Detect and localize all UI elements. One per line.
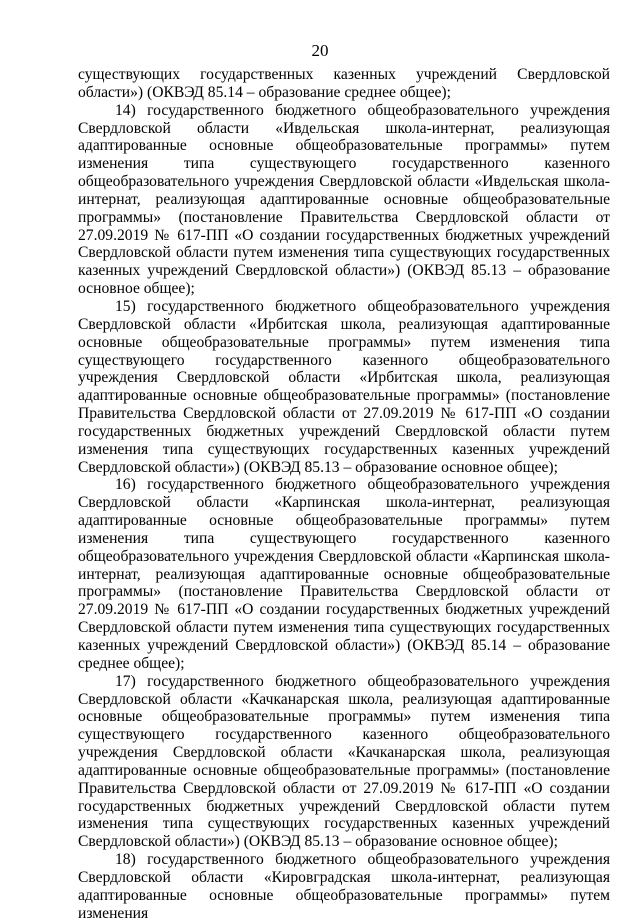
paragraph-continuation: существующих государственных казенных учреждений Свердловской области») (ОКВЭД 85.14 – образование среднее общее);	[78, 66, 610, 101]
paragraph-item-18: 18) государственного бюджетного общеобразовательного учреждения Свердловской области «Кировградская школа-интернат, реализующая адаптированные основные общеобразовательные программы» путем изменения	[78, 851, 610, 922]
page-number: 20	[311, 41, 329, 60]
paragraph-item-16: 16) государственного бюджетного общеобразовательного учреждения Свердловской области «Карпинская школа-интернат, реализующая адаптированные основные общеобразовательные программы» путем изменения типа существующего государственного казенного общеобразовательного учреждения Свердловской области «Карпинская школа-интернат, реализующая адаптированные основные общеобразовательные программы» (постановление Правительства Свердловской области от 27.09.2019 № 617-ПП «О создании государственных бюджетных учреждений Свердловской области путем изменения типа существующих государственных казенных учреждений Свердловской области») (ОКВЭД 85.14 – образование среднее общее);	[78, 476, 610, 672]
paragraph-item-15: 15) государственного бюджетного общеобразовательного учреждения Свердловской области «Ирбитская школа, реализующая адаптированные основные общеобразовательные программы» путем изменения типа существующего государственного казенного общеобразовательного учреждения Свердловской области «Ирбитская школа, реализующая адаптированные основные общеобразовательные программы» (постановление Правительства Свердловской области от 27.09.2019 № 617-ПП «О создании государственных бюджетных учреждений Свердловской области путем изменения типа существующих государственных казенных учреждений Свердловской области») (ОКВЭД 85.13 – образование основное общее);	[78, 297, 610, 476]
paragraph-item-17: 17) государственного бюджетного общеобразовательного учреждения Свердловской области «Качканарская школа, реализующая адаптированные основные общеобразовательные программы» путем изменения типа существующего государственного казенного общеобразовательного учреждения Свердловской области «Качканарская школа, реализующая адаптированные основные общеобразовательные программы» (постановление Правительства Свердловской области от 27.09.2019 № 617-ПП «О создании государственных бюджетных учреждений Свердловской области путем изменения типа существующих государственных казенных учреждений Свердловской области») (ОКВЭД 85.13 – образование основное общее);	[78, 672, 610, 851]
document-body	[78, 66, 610, 923]
paragraph-item-14: 14) государственного бюджетного общеобразовательного учреждения Свердловской области «Ивдельская школа-интернат, реализующая адаптированные основные общеобразовательные программы» путем изменения типа существующего государственного казенного общеобразовательного учреждения Свердловской области «Ивдельская школа-интернат, реализующая адаптированные основные общеобразовательные программы» (постановление Правительства Свердловской области от 27.09.2019 № 617-ПП «О создании государственных бюджетных учреждений Свердловской области путем изменения типа существующих государственных казенных учреждений Свердловской области») (ОКВЭД 85.13 – образование основное общее);	[78, 101, 610, 298]
